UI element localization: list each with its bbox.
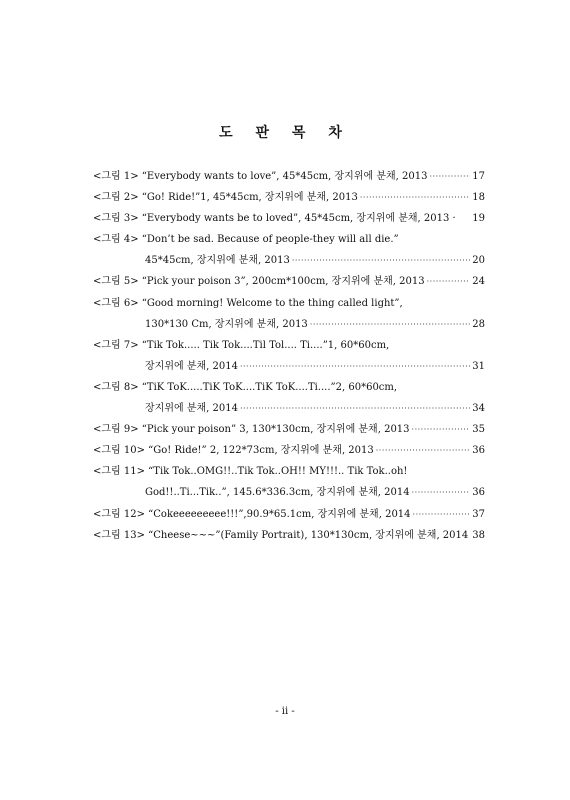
dot-leader [427,271,471,292]
toc-entry [93,504,485,525]
toc-entry-text: 45*45cm, 장지위에 분채, 2013 [145,255,290,267]
toc-page-number: 36 [472,487,485,499]
toc-page-number: 28 [472,318,485,330]
dot-leader [292,250,470,271]
toc-entry-continuation [93,356,485,377]
dot-leader [412,482,471,503]
toc-entry-continuation [93,314,485,335]
toc-page-number: 34 [472,403,485,415]
toc-entry [93,461,485,482]
toc-entry-text: <그림 10> “Go! Ride!” 2, 122*73cm, 장지위에 분채, 2013 [93,445,374,457]
toc-page-number: 38 [472,529,485,541]
toc-entry-text: <그림 5> “Pick your poison 3”, 200cm*100cm, 장지위에 분채, 2013 [93,276,425,288]
toc-entry [93,525,485,546]
toc-entry-text: <그림 3> “Everybody wants be to loved”, 45*45cm, 장지위에 분채, 2013 · [93,213,456,225]
toc-entry [93,229,485,250]
toc-entry-continuation [93,482,485,503]
figure-list [93,166,485,546]
page-number-footer: - ii - [275,706,295,717]
toc-entry-text: 장지위에 분채, 2014 [145,360,238,372]
toc-page-number: 24 [472,276,485,288]
dot-leader [360,187,470,208]
toc-entry-text: <그림 7> “Tik Tok..... Tik Tok....Til Tol.... Ti....”1, 60*60cm, [93,339,390,351]
toc-entry [93,293,485,314]
toc-entry-text: <그림 11> “Tik Tok..OMG!!..Tik Tok..OH!! MY!!!.. Tik Tok..oh! [93,466,408,478]
toc-page-number: 19 [472,213,485,225]
toc-entry [93,208,485,229]
page-title: 도 판 목 차 [219,125,351,141]
toc-page-number: 20 [472,255,485,267]
toc-entry-continuation [93,398,485,419]
toc-page-number: 35 [472,424,485,436]
toc-page-number: 18 [472,192,485,204]
toc-entry-text: <그림 6> “Good morning! Welcome to the thing called light”, [93,297,403,309]
toc-entry [93,440,485,461]
dot-leader [412,419,471,440]
toc-entry-text: <그림 12> “Cokeeeeeeeee!!!”,90.9*65.1cm, 장지위에 분채, 2014 [93,508,411,520]
toc-entry-text: <그림 1> “Everybody wants to love”, 45*45cm, 장지위에 분채, 2013 [93,171,428,182]
dot-leader [240,356,470,377]
toc-entry [93,377,485,398]
toc-entry-text: <그림 4> “Don’t be sad. Because of people-they will all die.” [93,234,399,246]
toc-entry [93,166,485,187]
toc-entry-text: 130*130 Cm, 장지위에 분채, 2013 [145,318,308,330]
toc-entry-text: <그림 8> “TiK ToK.....TiK ToK....TiK ToK....Ti....”2, 60*60cm, [93,381,398,393]
toc-entry [93,419,485,440]
dot-leader [376,440,471,461]
toc-entry [93,187,485,208]
dot-leader [310,314,470,335]
toc-page-number: 17 [472,171,485,182]
dot-leader [429,166,470,187]
toc-entry-text: <그림 9> “Pick your poison” 3, 130*130cm, 장지위에 분채, 2013 [93,424,410,436]
toc-entry-text: 장지위에 분채, 2014 [145,403,238,415]
toc-entry-text: God!!..Ti...Tik..”, 145.6*336.3cm, 장지위에 분채, 2014 [145,487,410,499]
toc-entry-text: <그림 2> “Go! Ride!”1, 45*45cm, 장지위에 분채, 2013 [93,192,358,204]
toc-entry [93,271,485,292]
toc-page-number: 37 [472,508,485,520]
toc-entry [93,335,485,356]
toc-page-number: 31 [472,360,485,372]
toc-entry-text: <그림 13> “Cheese~~~”(Family Portrait), 130*130cm, 장지위에 분채, 2014 [93,529,469,541]
toc-entry-continuation [93,250,485,271]
dot-leader [240,398,470,419]
toc-page-number: 36 [472,445,485,457]
dot-leader [413,504,471,525]
